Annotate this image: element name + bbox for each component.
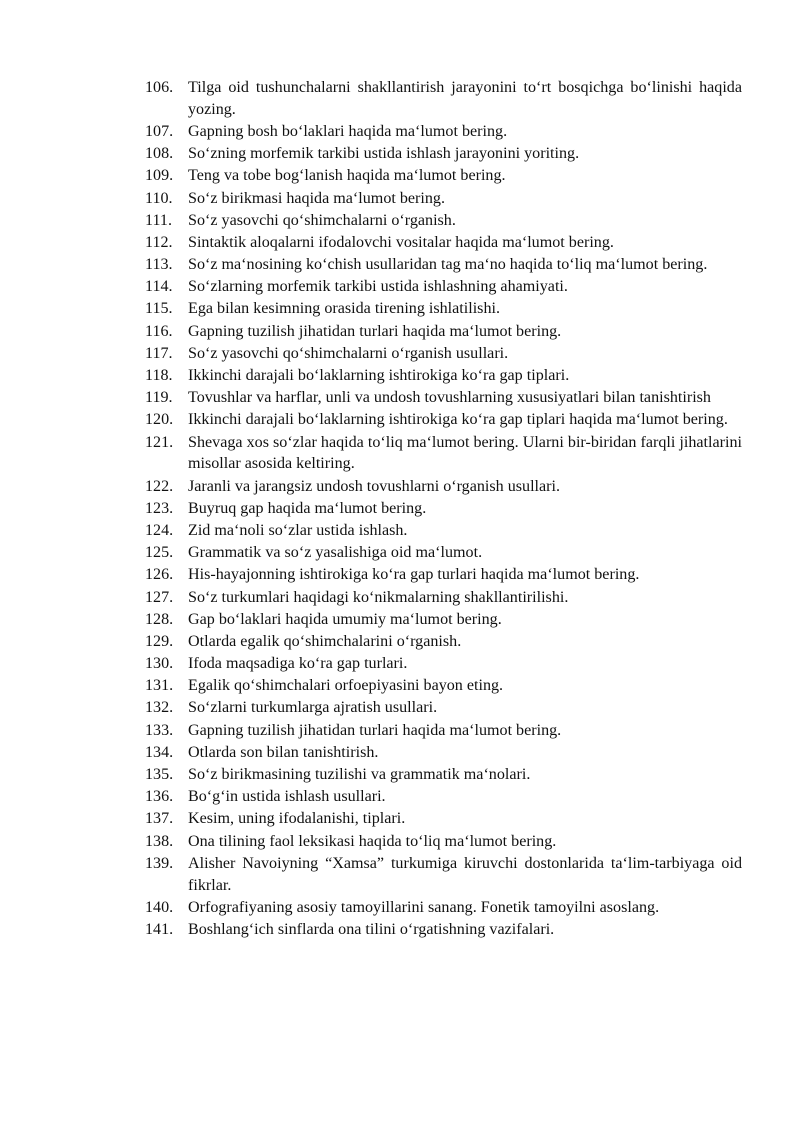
question-item <box>123 409 742 431</box>
question-text: His-hayajonning ishtirokiga ko‘ra gap turlari haqida ma‘lumot bering. <box>188 566 640 584</box>
question-number: 120. <box>145 411 174 429</box>
question-text: Zid ma‘noli so‘zlar ustida ishlash. <box>188 521 408 539</box>
question-number: 106. <box>145 79 174 96</box>
question-item <box>123 498 742 520</box>
question-item <box>123 631 742 653</box>
question-text: Ega bilan kesimning orasida tirening ishlatilishi. <box>188 300 500 318</box>
question-number: 129. <box>145 632 174 650</box>
question-text: So‘zlarni turkumlarga ajratish usullari. <box>188 699 438 717</box>
question-number: 111. <box>145 211 172 229</box>
question-item <box>123 232 742 254</box>
question-text: Gapning bosh bo‘laklari haqida ma‘lumot bering. <box>188 122 508 140</box>
question-text: Teng va tobe bog‘lanish haqida ma‘lumot bering. <box>188 167 506 185</box>
question-number: 141. <box>145 920 174 938</box>
question-item <box>123 609 742 631</box>
question-item <box>123 254 742 276</box>
question-item <box>123 720 742 742</box>
question-text: Boshlang‘ich sinflarda ona tilini o‘rgatishning vazifalari. <box>188 920 555 938</box>
question-item <box>123 653 742 675</box>
question-number: 109. <box>145 167 174 185</box>
question-number: 108. <box>145 145 174 163</box>
question-number: 114. <box>145 278 173 296</box>
question-item <box>123 143 742 165</box>
question-text: Egalik qo‘shimchalari orfoepiyasini bayon eting. <box>188 677 504 695</box>
question-number: 130. <box>145 655 174 673</box>
question-number: 118. <box>145 367 173 385</box>
question-number: 127. <box>145 588 174 606</box>
question-text: Ikkinchi darajali bo‘laklarning ishtirokiga ko‘ra gap tiplari haqida ma‘lumot bering. <box>188 411 728 429</box>
question-text: So‘z birikmasining tuzilishi va grammatik ma‘nolari. <box>188 766 531 784</box>
question-item <box>123 365 742 387</box>
question-text: Bo‘g‘in ustida ishlash usullari. <box>188 788 386 806</box>
question-number: 122. <box>145 477 174 495</box>
question-item <box>123 897 742 919</box>
question-text: Kesim, uning ifodalanishi, tiplari. <box>188 810 406 828</box>
question-item <box>123 675 742 697</box>
question-item <box>123 476 742 498</box>
question-item <box>123 831 742 853</box>
question-item <box>123 587 742 609</box>
question-number: 132. <box>145 699 174 717</box>
question-text: So‘z turkumlari haqidagi ko‘nikmalarning shakllantirilishi. <box>188 588 569 606</box>
question-text: Orfografiyaning asosiy tamoyillarini sanang. Fonetik tamoyilni asoslang. <box>188 898 660 916</box>
question-item <box>123 564 742 586</box>
document-page <box>145 77 742 941</box>
question-item <box>123 764 742 786</box>
question-number: 135. <box>145 766 174 784</box>
question-number: 125. <box>145 544 174 562</box>
question-text: So‘z yasovchi qo‘shimchalarni o‘rganish usullari. <box>188 344 509 362</box>
question-item <box>123 77 742 121</box>
question-number: 113. <box>145 256 173 274</box>
question-item <box>123 276 742 298</box>
question-number: 110. <box>145 189 173 207</box>
question-number: 117. <box>145 344 173 362</box>
question-item <box>123 808 742 830</box>
question-item <box>123 542 742 564</box>
question-item <box>123 343 742 365</box>
question-text: So‘z yasovchi qo‘shimchalarni o‘rganish. <box>188 211 456 229</box>
question-number: 138. <box>145 832 174 850</box>
question-number: 133. <box>145 721 174 739</box>
question-item <box>123 853 742 897</box>
question-item <box>123 387 742 409</box>
question-number: 112. <box>145 233 173 251</box>
question-item <box>123 210 742 232</box>
question-item <box>123 432 742 476</box>
question-text: Tovushlar va harflar, unli va undosh tovushlarning xususiyatlari bilan tanishtirish <box>188 389 711 407</box>
question-number: 116. <box>145 322 173 340</box>
question-item <box>123 742 742 764</box>
question-number: 136. <box>145 788 174 806</box>
question-number: 137. <box>145 810 174 828</box>
question-text: Buyruq gap haqida ma‘lumot bering. <box>188 499 427 517</box>
question-number: 128. <box>145 610 174 628</box>
question-text: Ona tilining faol leksikasi haqida to‘liq ma‘lumot bering. <box>188 832 557 850</box>
question-number: 107. <box>145 122 174 140</box>
question-text: Ifoda maqsadiga ko‘ra gap turlari. <box>188 655 408 673</box>
question-text: So‘z birikmasi haqida ma‘lumot bering. <box>188 189 445 207</box>
question-text: So‘zlarning morfemik tarkibi ustida ishlashning ahamiyati. <box>188 278 568 296</box>
question-number: 131. <box>145 677 174 695</box>
question-item <box>123 786 742 808</box>
question-text: Alisher Navoiyning “Xamsa” turkumiga kiruvchi dostonlarida ta‘lim-tarbiyaga oid fikrlar. <box>188 854 742 894</box>
question-item <box>123 919 742 941</box>
question-number: 123. <box>145 499 174 517</box>
question-text: Gapning tuzilish jihatidan turlari haqida ma‘lumot bering. <box>188 322 562 340</box>
question-text: Tilga oid tushunchalarni shakllantirish jarayonini to‘rt bosqichga bo‘linishi haqida yozing. <box>188 79 742 118</box>
question-text: Otlarda egalik qo‘shimchalarini o‘rganish. <box>188 632 462 650</box>
question-number: 121. <box>145 433 174 451</box>
question-text: So‘z ma‘nosining ko‘chish usullaridan tag ma‘no haqida to‘liq ma‘lumot bering. <box>188 256 708 274</box>
question-number: 126. <box>145 566 174 584</box>
question-number: 124. <box>145 521 174 539</box>
question-text: Shevaga xos so‘zlar haqida to‘liq ma‘lumot bering. Ularni bir-biridan farqli jihatlarini misollar asosida keltiring. <box>188 433 742 473</box>
question-text: So‘zning morfemik tarkibi ustida ishlash jarayonini yoriting. <box>188 145 580 163</box>
question-number: 139. <box>145 854 174 872</box>
question-item <box>123 697 742 719</box>
question-number: 134. <box>145 743 174 761</box>
question-text: Otlarda son bilan tanishtirish. <box>188 743 379 761</box>
question-item <box>123 188 742 210</box>
question-item <box>123 165 742 187</box>
question-number: 119. <box>145 389 173 407</box>
question-text: Sintaktik aloqalarni ifodalovchi vositalar haqida ma‘lumot bering. <box>188 233 614 251</box>
question-text: Gapning tuzilish jihatidan turlari haqida ma‘lumot bering. <box>188 721 562 739</box>
question-number: 115. <box>145 300 173 318</box>
question-text: Grammatik va so‘z yasalishiga oid ma‘lumot. <box>188 544 483 562</box>
question-text: Ikkinchi darajali bo‘laklarning ishtirokiga ko‘ra gap tiplari. <box>188 367 570 385</box>
question-text: Gap bo‘laklari haqida umumiy ma‘lumot bering. <box>188 610 502 628</box>
question-number: 140. <box>145 898 174 916</box>
question-item <box>123 321 742 343</box>
question-item <box>123 520 742 542</box>
question-text: Jaranli va jarangsiz undosh tovushlarni o‘rganish usullari. <box>188 477 561 495</box>
question-item <box>123 298 742 320</box>
question-item <box>123 121 742 143</box>
